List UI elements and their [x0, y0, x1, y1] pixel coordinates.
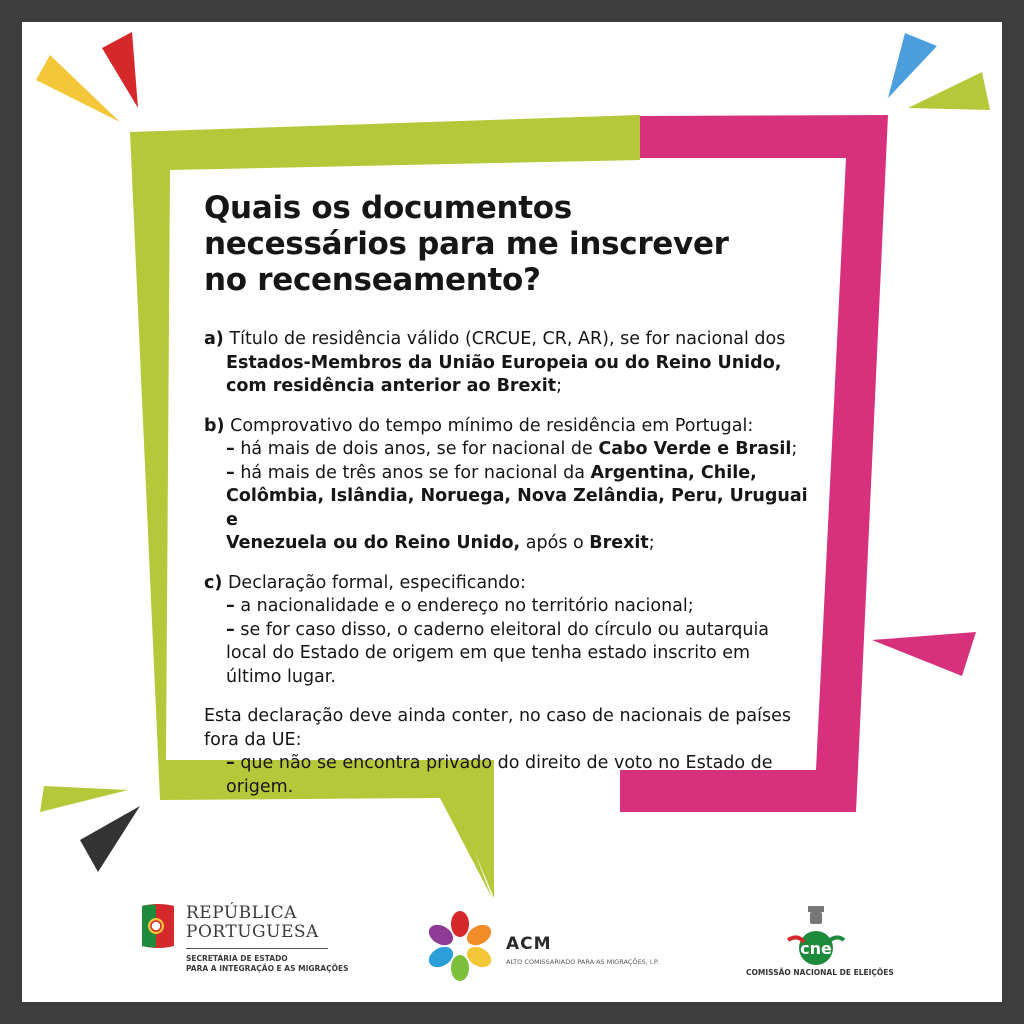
acm-abbreviation: ACM	[506, 934, 552, 954]
section-c-item-1: – a nacionalidade e o endereço no território nacional;	[226, 596, 694, 616]
cne-full-name: COMISSÃO NACIONAL DE ELEIÇÕES	[746, 968, 894, 977]
cne-logo	[746, 904, 894, 977]
acm-logo	[420, 908, 659, 988]
cne-emblem-icon	[746, 904, 886, 966]
acm-full-name: ALTO COMISSARIADO PARA AS MIGRAÇÕES, I.P.	[506, 958, 659, 966]
red-triangle	[102, 32, 138, 108]
closing-note: Esta declaração deve ainda conter, no caso de nacionais de países fora da UE: – que não se encontra privado do direito de voto no Estado de origem.	[204, 706, 791, 797]
section-b-item-1: – há mais de dois anos, se for nacional de Cabo Verde e Brasil;	[226, 439, 798, 459]
section-a: a) Título de residência válido (CRCUE, CR, AR), se for nacional dos Estados-Membros da União Europeia ou do Reino Unido, com residência anterior ao Brexit;	[204, 329, 786, 396]
secretaria-label: SECRETÁRIA DE ESTADO PARA A INTEGRAÇÃO E AS MIGRAÇÕES	[186, 954, 349, 973]
dark-triangle	[80, 806, 140, 872]
republica-portuguesa-name: REPÚBLICA PORTUGUESA	[186, 903, 319, 942]
section-c-item-2: – se for caso disso, o caderno eleitoral do círculo ou autarquia	[226, 619, 770, 640]
lime-triangle-bottom	[40, 786, 128, 812]
logo-divider	[186, 948, 328, 949]
section-b: b) Comprovativo do tempo mínimo de residência em Portugal: – há mais de dois anos, se for nacional de Cabo Verde e Brasil; – há mais de três anos se for nacional da Argentina, Chile, Colômbia, Islândia, Noruega, Nova Zelândia, Peru, Uruguai e Venezuela ou do Reino Unido, após o Brexit;	[204, 415, 814, 556]
page-title: Quais os documentos necessários para me inscrever no recenseamento?	[204, 190, 729, 298]
lime-triangle-top	[908, 72, 990, 110]
blue-triangle	[888, 33, 937, 98]
section-b-item-2: – há mais de três anos se for nacional da Argentina, Chile,	[226, 462, 757, 483]
yellow-triangle	[36, 55, 120, 122]
pink-triangle	[872, 632, 976, 676]
acm-people-icon	[420, 908, 500, 984]
main-text-block	[204, 190, 814, 815]
section-c: c) Declaração formal, especificando: – a nacionalidade e o endereço no território nacional; – se for caso disso, o caderno eleitoral do círculo ou autarquia local do Estado de origem em que tenha estado inscrito em último lugar.	[204, 572, 814, 690]
portugal-flag-icon	[140, 902, 176, 950]
cne-mark: cne	[800, 939, 832, 958]
